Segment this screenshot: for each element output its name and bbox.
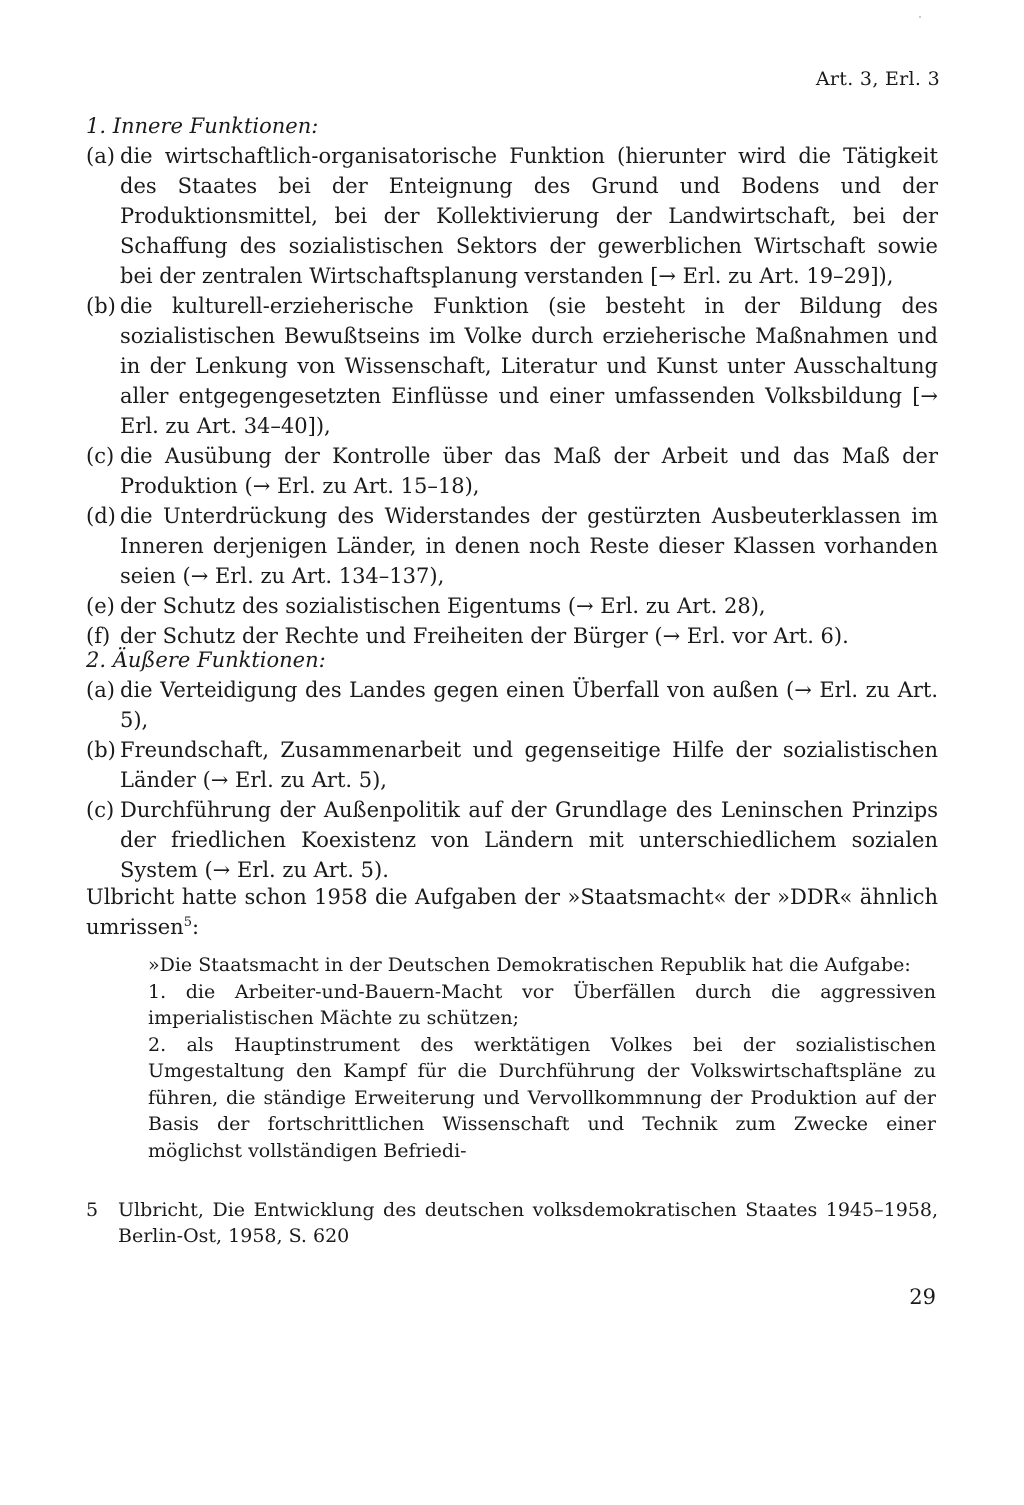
list-item-text: die wirtschaftlich-organisatorische Funktion (hierunter wird die Tätigkeit des Staates bei der Enteignung des Grund und Bodens und der Produktionsmittel, bei der Kollektivierung der Landwirtschaft, bei der Schaffung des sozialistischen Sektors der gewerblichen Wirtschaft sowie bei der zentralen Wirtschaftsplanung verstanden [→ Erl. zu Art. 19–29]), xyxy=(120,144,938,288)
section-heading: 2. Äußere Funktionen: xyxy=(86,648,326,672)
footnote-text: Ulbricht, Die Entwicklung des deutschen volksdemokratischen Staates 1945–1958, Berlin-Ost, 1958, S. 620 xyxy=(118,1199,938,1247)
list-item-text: der Schutz der Rechte und Freiheiten der Bürger (→ Erl. vor Art. 6). xyxy=(120,624,849,648)
list-item-text: die Unterdrückung des Widerstandes der gestürzten Ausbeuterklassen im Inneren derjenigen Länder, in denen noch Reste dieser Klassen vorhanden seien (→ Erl. zu Art. 134–137), xyxy=(120,504,938,588)
list-marker: (e) xyxy=(86,594,115,618)
list-item xyxy=(86,441,938,501)
list-item xyxy=(86,735,938,795)
body-paragraph xyxy=(86,882,938,942)
inner-functions-list xyxy=(86,141,938,651)
list-item xyxy=(86,591,938,621)
list-item xyxy=(86,795,938,885)
list-item xyxy=(86,501,938,591)
scan-speck xyxy=(919,16,921,18)
quote-line: 1. die Arbeiter-und-Bauern-Macht vor Überfällen durch die aggressiven imperialistischen Mächte zu schützen; xyxy=(148,980,936,1029)
list-item-text: Freundschaft, Zusammenarbeit und gegenseitige Hilfe der sozialistischen Länder (→ Erl. zu Art. 5), xyxy=(120,738,938,792)
list-marker: (b) xyxy=(86,294,116,318)
section-outer-functions xyxy=(86,645,938,885)
list-marker: (c) xyxy=(86,798,115,822)
section-inner-functions xyxy=(86,111,938,651)
list-item xyxy=(86,291,938,441)
outer-functions-list xyxy=(86,675,938,885)
quote-line: 2. als Hauptinstrument des werktätigen Volkes bei der sozialistischen Umgestaltung den Kampf für die Durchführung der Volkswirtschaftspläne zu führen, die ständige Erweiterung und Vervollkommnung der Produktion auf der Basis der fortschrittlichen Wissenschaft und Technik zum Zwecke einer möglichst vollständigen Befriedi- xyxy=(148,1033,936,1162)
list-item-text: Durchführung der Außenpolitik auf der Grundlage des Leninschen Prinzips der friedlichen Koexistenz von Ländern mit unterschiedlichem sozialen System (→ Erl. zu Art. 5). xyxy=(120,798,938,882)
list-item-text: die Ausübung der Kontrolle über das Maß der Arbeit und das Maß der Produktion (→ Erl. zu Art. 15–18), xyxy=(120,444,938,498)
footnote xyxy=(86,1197,938,1249)
paragraph-colon: : xyxy=(191,915,200,939)
list-item-text: die kulturell-erzieherische Funktion (sie besteht in der Bildung des sozialistischen Bewußtseins im Volke durch erzieherische Maßnahmen und in der Lenkung von Wissenschaft, Literatur und Kunst unter Ausschaltung aller entgegengesetzten Einflüsse und einer umfassenden Volksbildung [→ Erl. zu Art. 34–40]), xyxy=(120,294,938,438)
footnote-reference[interactable]: 5 xyxy=(183,915,192,930)
list-marker: (a) xyxy=(86,144,115,168)
list-marker: (b) xyxy=(86,738,116,762)
list-marker: (f) xyxy=(86,624,111,648)
list-marker: (a) xyxy=(86,678,115,702)
list-item-text: die Verteidigung des Landes gegen einen Überfall von außen (→ Erl. zu Art. 5), xyxy=(120,678,938,732)
list-item-text: der Schutz des sozialistischen Eigentums (→ Erl. zu Art. 28), xyxy=(120,594,766,618)
running-header: Art. 3, Erl. 3 xyxy=(815,68,940,90)
quote-line: »Die Staatsmacht in der Deutschen Demokratischen Republik hat die Aufgabe: xyxy=(148,954,911,976)
page-number: 29 xyxy=(909,1285,936,1309)
list-item xyxy=(86,141,938,291)
block-quote xyxy=(148,952,936,1164)
list-marker: (c) xyxy=(86,444,115,468)
section-heading: 1. Innere Funktionen: xyxy=(86,114,319,138)
paragraph-text: Ulbricht hatte schon 1958 die Aufgaben der »Staatsmacht« der »DDR« ähnlich umrissen xyxy=(86,885,938,939)
footnote-number: 5 xyxy=(86,1199,99,1221)
list-item xyxy=(86,675,938,735)
list-marker: (d) xyxy=(86,504,116,528)
